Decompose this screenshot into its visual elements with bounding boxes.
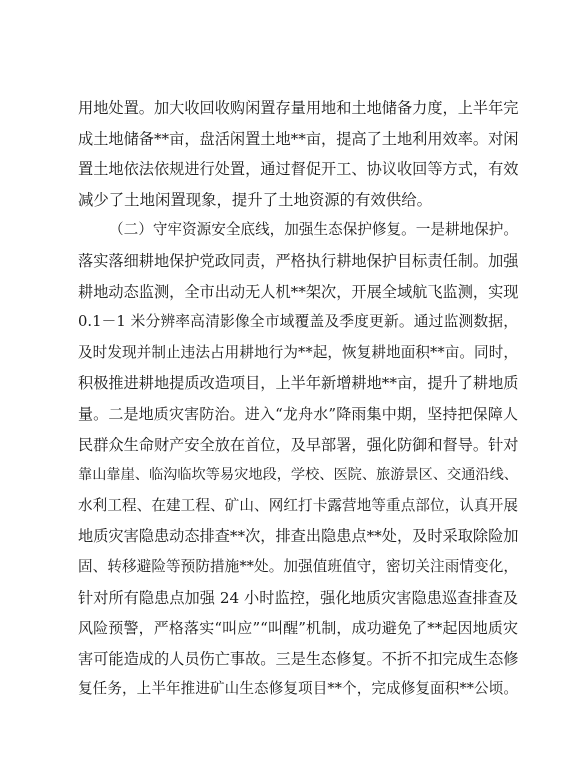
- text-line-7: 耕地动态监测，全市出动无人机**架次，开展全域航飞监测，实现: [78, 282, 519, 301]
- text-line-12: 民群众生命财产安全放在首位，及早部署，强化防御和督导。针对: [78, 435, 519, 454]
- text-line-6: 落实落细耕地保护党政同责，严格执行耕地保护目标责任制。加强: [78, 251, 519, 270]
- text-line-19: 害可能造成的人员伤亡事故。三是生态修复。不折不扣完成生态修: [78, 649, 519, 668]
- text-line-18: 风险预警，严格落实“叫应”“叫醒”机制，成功避免了**起因地质灾: [78, 619, 518, 638]
- text-line-2: 成土地储备**亩，盘活闲置土地**亩，提高了土地利用效率。对闲: [78, 129, 519, 148]
- text-line-20: 复任务，上半年推进矿山生态修复项目**个，完成修复面积**公顷。: [78, 680, 518, 698]
- text-line-16: 固、转移避险等预防措施**处。加强值班值守，密切关注雨情变化，: [78, 557, 518, 575]
- section-heading-line: （二）守牢资源安全底线，加强生态保护修复。一是耕地保护。: [109, 221, 518, 239]
- text-line-13: 靠山靠崖、临沟临坎等易灾地段，学校、医院、旅游景区、交通沿线、: [78, 467, 518, 484]
- text-line-9: 及时发现并制止违法占用耕地行为**起，恢复耕地面积**亩。同时，: [78, 343, 518, 361]
- text-line-14: 水利工程、在建工程、矿山、网红打卡露营地等重点部位，认真开展: [78, 496, 518, 514]
- text-line-10: 积极推进耕地提质改造项目，上半年新增耕地**亩，提升了耕地质: [78, 374, 519, 393]
- text-line-4: 减少了土地闲置现象，提升了土地资源的有效供给。: [78, 190, 432, 209]
- text-line-15: 地质灾害隐患动态排查**次，排查出隐患点**处，及时采取除险加: [78, 527, 519, 546]
- text-line-3: 置土地依法依规进行处置，通过督促开工、协议收回等方式，有效: [78, 160, 519, 179]
- text-line-8: 0.1－1 米分辨率高清影像全市域覆盖及季度更新。通过监测数据，: [78, 313, 518, 331]
- text-line-11: 量。二是地质灾害防治。进入“龙舟水”降雨集中期，坚持把保障人: [78, 404, 518, 423]
- text-line-1: 用地处置。加大收回收购闲置存量用地和土地储备力度，上半年完: [78, 99, 519, 117]
- text-line-17: 针对所有隐患点加强 24 小时监控，强化地质灾害隐患巡查排查及: [78, 588, 518, 607]
- body-text: [78, 93, 518, 705]
